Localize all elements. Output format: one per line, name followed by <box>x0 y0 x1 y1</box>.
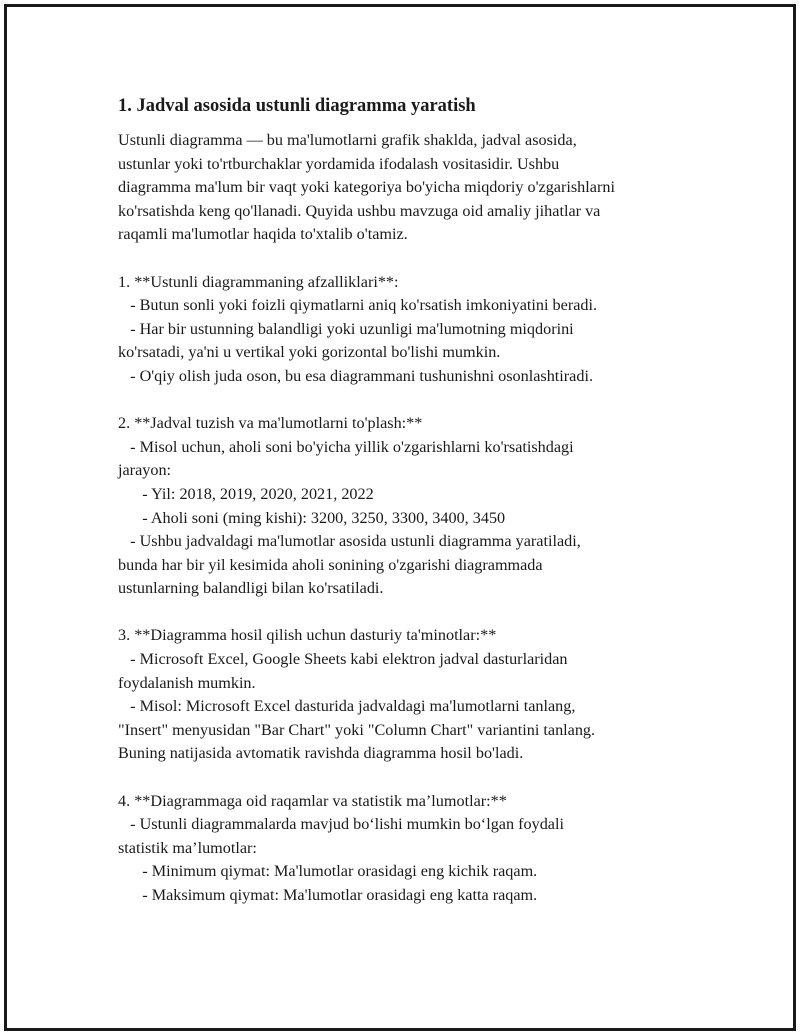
document-content <box>118 94 718 908</box>
document-title: 1. Jadval asosida ustunli diagramma yaratish <box>118 96 476 116</box>
document-body: Ustunli diagramma — bu ma'lumotlarni grafik shaklda, jadval asosida, ustunlar yoki to'rtburchaklar yordamida ifodalash vositasidir. Ushbu diagramma ma'lum bir vaqt yoki kategoriya bo'yicha miqdoriy o'zgarishlarni ko'rsatishda keng qo'llanadi. Quyida ushbu mavzuga oid amaliy jihatlar va raqamli ma'lumotlar haqida to'xtalib o'tamiz. 1. **Ustunli diagrammaning afzalliklari**: - Butun sonli yoki foizli qiymatlarni aniq ko'rsatish imkoniyatini beradi. - Har bir ustunning balandligi yoki uzunligi ma'lumotning miqdorini ko'rsatadi, ya'ni u vertikal yoki gorizontal bo'lishi mumkin. - O'qiy olish juda oson, bu esa diagrammani tushunishni osonlashtiradi. 2. **Jadval tuzish va ma'lumotlarni to'plash:** - Misol uchun, aholi soni bo'yicha yillik o'zgarishlarni ko'rsatishdagi jarayon: - Yil: 2018, 2019, 2020, 2021, 2022 - Aholi soni (ming kishi): 3200, 3250, 3300, 3400, 3450 - Ushbu jadvaldagi ma'lumotlar asosida ustunli diagramma yaratiladi, bunda har bir yil kesimida aholi sonining o'zgarishi diagrammada ustunlarning balandligi bilan ko'rsatiladi. 3. **Diagramma hosil qilish uchun dasturiy ta'minotlar:** - Microsoft Excel, Google Sheets kabi elektron jadval dasturlaridan foydalanish mumkin. - Misol: Microsoft Excel dasturida jadvaldagi ma'lumotlarni tanlang, "Insert" menyusidan "Bar Chart" yoki "Column Chart" variantini tanlang. Buning natijasida avtomatik ravishda diagramma hosil bo'ladi. 4. **Diagrammaga oid raqamlar va statistik ma’lumotlar:** - Ustunli diagrammalarda mavjud bo‘lishi mumkin bo‘lgan foydali statistik ma’lumotlar: - Minimum qiymat: Ma'lumotlar orasidagi eng kichik raqam. - Maksimum qiymat: Ma'lumotlar orasidagi eng katta raqam. <box>118 131 615 904</box>
